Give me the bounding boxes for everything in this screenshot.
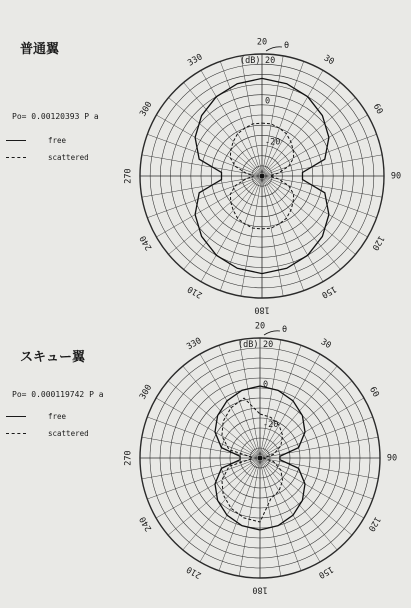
angle-tick-label: 60 xyxy=(370,102,385,117)
angle-tick-label: 180 xyxy=(252,584,268,595)
theta-direction-arrow xyxy=(264,331,280,335)
grid-spoke xyxy=(263,179,284,296)
angle-tick-label: 180 xyxy=(254,304,270,315)
angle-tick-label: 330 xyxy=(186,52,205,69)
legend-label: free xyxy=(48,412,67,421)
grid-spoke xyxy=(184,178,260,269)
radial-tick-label: 20 xyxy=(265,56,276,66)
reference-pressure-label: Po= 0.000119742 P a xyxy=(12,390,104,399)
legend-label: scattered xyxy=(48,429,89,438)
angle-tick-label: 240 xyxy=(138,233,155,252)
grid-spoke xyxy=(262,460,352,535)
theta-label: θ xyxy=(284,41,290,51)
angle-tick-label: 90 xyxy=(390,171,402,182)
angle-tick-label: 270 xyxy=(123,168,134,184)
grid-spoke xyxy=(239,340,259,455)
grid-spoke xyxy=(168,460,258,535)
radial-unit-label: (dB) xyxy=(240,56,261,66)
angle-tick-label: 30 xyxy=(321,53,336,68)
angle-tick-label: 300 xyxy=(138,100,155,119)
grid-spoke xyxy=(265,155,382,176)
grid-spoke xyxy=(261,461,281,576)
grid-spoke xyxy=(263,56,284,173)
angle-tick-label: 300 xyxy=(137,383,155,402)
legend-label: free xyxy=(48,136,67,145)
radial-tick-label: 20 xyxy=(263,340,274,350)
radial-tick-label: -20 xyxy=(265,137,281,148)
grid-spoke xyxy=(169,178,260,254)
angle-tick-label: 60 xyxy=(366,385,381,400)
grid-spoke xyxy=(264,83,340,174)
radial-unit-label: (dB) xyxy=(238,340,259,350)
angle-tick-label: 270 xyxy=(123,450,134,466)
series-line-scattered xyxy=(222,398,283,522)
radial-tick-label: -20 xyxy=(263,420,279,430)
angle-tick-label: 90 xyxy=(386,453,398,464)
grid-spoke xyxy=(265,177,382,198)
grid-spoke xyxy=(262,381,352,456)
grid-spoke xyxy=(264,178,340,269)
angle-tick-label: 150 xyxy=(319,283,338,300)
angle-tick-label: 240 xyxy=(137,514,155,533)
grid-spoke xyxy=(239,461,259,576)
angle-tick-label: 20 xyxy=(256,37,268,48)
angle-tick-label: 330 xyxy=(185,335,204,353)
grid-spoke xyxy=(169,98,260,174)
reference-pressure-label: Po= 0.00120393 P a xyxy=(12,112,99,121)
legend-label: scattered xyxy=(48,153,89,162)
grid-spoke xyxy=(184,83,260,174)
radial-tick-label: 0 xyxy=(263,380,269,390)
angle-tick-label: 120 xyxy=(369,233,386,252)
grid-spoke xyxy=(142,155,259,176)
grid-spoke xyxy=(142,177,259,198)
grid-spoke xyxy=(168,381,258,456)
angle-tick-label: 30 xyxy=(318,337,333,352)
grid-spoke xyxy=(264,98,355,174)
radial-tick-label: 0 xyxy=(265,96,271,107)
angle-tick-label: 150 xyxy=(316,563,335,581)
polar-center-dot xyxy=(259,173,264,178)
angle-tick-label: 120 xyxy=(365,514,383,533)
polar-plot-bottom xyxy=(0,304,411,608)
angle-tick-label: 210 xyxy=(185,563,204,581)
grid-spoke xyxy=(142,459,257,479)
polar-center-dot xyxy=(257,455,262,460)
grid-spoke xyxy=(264,178,355,254)
grid-spoke xyxy=(261,340,281,455)
grid-spoke xyxy=(241,179,262,296)
grid-spoke xyxy=(142,437,257,457)
chart-title: スキュー翼 xyxy=(20,350,86,365)
theta-direction-arrow xyxy=(266,47,282,51)
angle-tick-label: 20 xyxy=(254,321,266,332)
polar-panel-bottom xyxy=(0,304,411,608)
theta-label: θ xyxy=(282,325,288,335)
chart-title: 普通翼 xyxy=(20,42,60,57)
angle-tick-label: 210 xyxy=(186,283,205,300)
grid-spoke xyxy=(241,56,262,173)
